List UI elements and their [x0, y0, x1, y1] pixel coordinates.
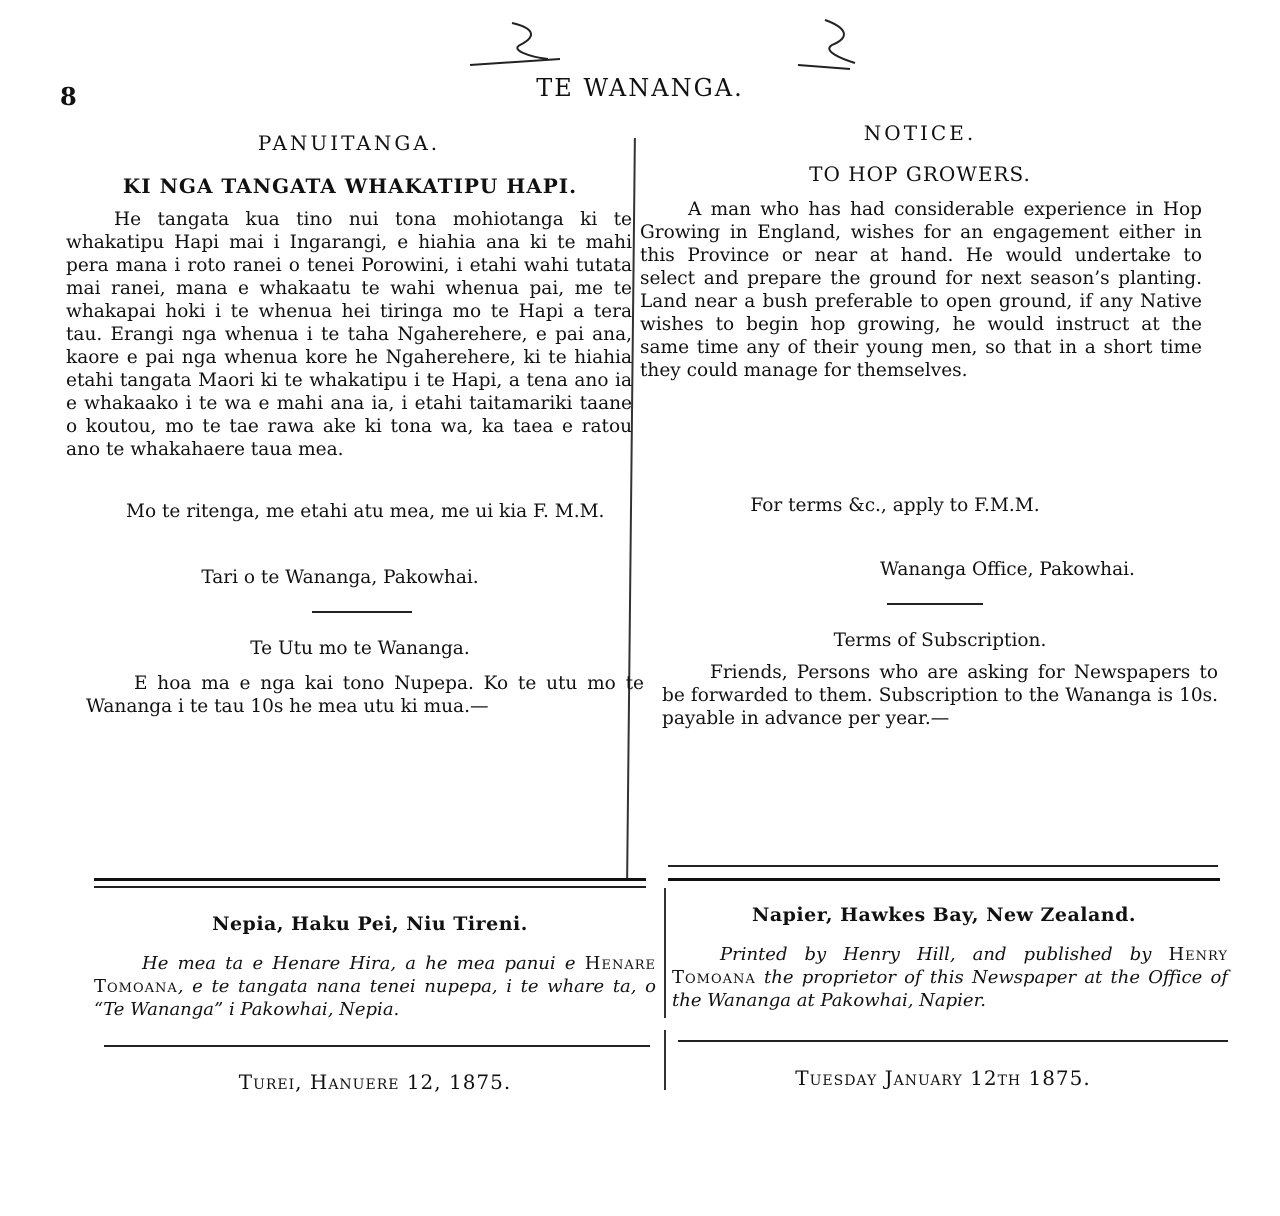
right-subscription-body: Friends, Persons who are asking for Newspapers to be forwarded to them. Subscription to the Wananga is 10s. payable in advance per year.—: [662, 662, 1218, 729]
column-divider-lower: [664, 1030, 666, 1090]
left-imprint-text: [94, 952, 656, 1021]
left-terms: Mo te ritenga, me etahi atu mea, me ui kia F. M.M.: [126, 501, 605, 522]
right-date-rule: [678, 1040, 1228, 1042]
left-subscription-body: E hoa ma e nga kai tono Nupepa. Ko te utu mo te Wananga i te tau 10s he mea utu ki mua.—: [86, 673, 644, 717]
left-notice-body: He tangata kua tino nui tona mohiotanga ki te whakatipu Hapi mai i Ingarangi, e hiahia ana ki te mahi pera mana i roto ranei o tenei Porowini, i etahi wahi tutata mai ranei, mana e whakaatu te wahi whenua pai, me te whakapai hoki i te whenua hei tiringa mo te Hapi a tera tau. Erangi nga whenua i te taha Ngaherehere, e pai ana, kaore e pai nga whenua kore he Ngaherehere, ki te hiahia etahi tangata Maori ki te whakatipu i te Hapi, a tena ano ia e whakaako i te wa e mahi ana ia, i etahi taitamariki taane o koutou, mo te tae rawa ake ki tona wa, ka taea e ratou ano te whakahaere taua mea.: [66, 209, 632, 460]
right-short-rule: [887, 603, 983, 605]
left-subheading: KI NGA TANGATA WHAKATIPU HAPI.: [122, 174, 578, 198]
left-double-rule-top: [94, 878, 646, 881]
right-imprint-place: Napier, Hawkes Bay, New Zealand.: [751, 904, 1137, 926]
left-subscription-heading: Te Utu mo te Wananga.: [250, 638, 470, 659]
right-double-rule-bottom: [668, 878, 1220, 881]
left-imprint-name: Henare Tomoana: [94, 953, 656, 997]
right-office: Wananga Office, Pakowhai.: [880, 559, 1135, 580]
left-double-rule-bottom: [94, 886, 646, 888]
left-date-rule: [104, 1045, 650, 1047]
right-imprint-body-1: Printed by Henry Hill, and published by: [720, 944, 1169, 965]
right-imprint-name: Henry Tomoana: [672, 944, 1228, 988]
right-imprint-body-2: the proprietor of this Newspaper at the Office of the Wananga at Pakowhai, Napier.: [672, 967, 1228, 1011]
left-imprint-body-1: He mea ta e Henare Hira, a he mea panui e: [142, 953, 585, 974]
left-heading: PANUITANGA.: [257, 131, 441, 155]
right-date: Tuesday January 12th 1875.: [795, 1066, 1091, 1090]
right-heading: NOTICE.: [863, 121, 977, 145]
right-subheading: TO HOP GROWERS.: [809, 162, 1031, 186]
left-date: Turei, Hanuere 12, 1875.: [238, 1070, 512, 1094]
left-imprint-body-2: , e te tangata nana tenei nupepa, i te whare ta, o “Te Wananga” i Pakowhai, Nepia.: [94, 976, 656, 1020]
column-divider-imprint: [664, 888, 666, 1018]
top-ornament: [460, 15, 880, 80]
right-notice-body: A man who has had considerable experience in Hop Growing in England, wishes for an engagement either in this Province or near at hand. He would undertake to select and prepare the ground for next season’s planting. Land near a bush preferable to open ground, if any Native wishes to begin hop growing, he would instruct at the same time any of their young men, so that in a short time they could manage for themselves.: [640, 199, 1202, 381]
masthead-title: TE WANANGA.: [536, 74, 744, 102]
right-terms: For terms &c., apply to F.M.M.: [750, 495, 1040, 516]
left-imprint-place: Nepia, Haku Pei, Niu Tireni.: [212, 913, 528, 935]
right-imprint-text: [672, 943, 1228, 1012]
right-double-rule-top: [668, 865, 1218, 867]
page-number: 8: [60, 82, 77, 111]
left-short-rule: [312, 611, 412, 613]
right-subscription-heading: Terms of Subscription.: [833, 630, 1047, 651]
left-office: Tari o te Wananga, Pakowhai.: [201, 567, 479, 588]
